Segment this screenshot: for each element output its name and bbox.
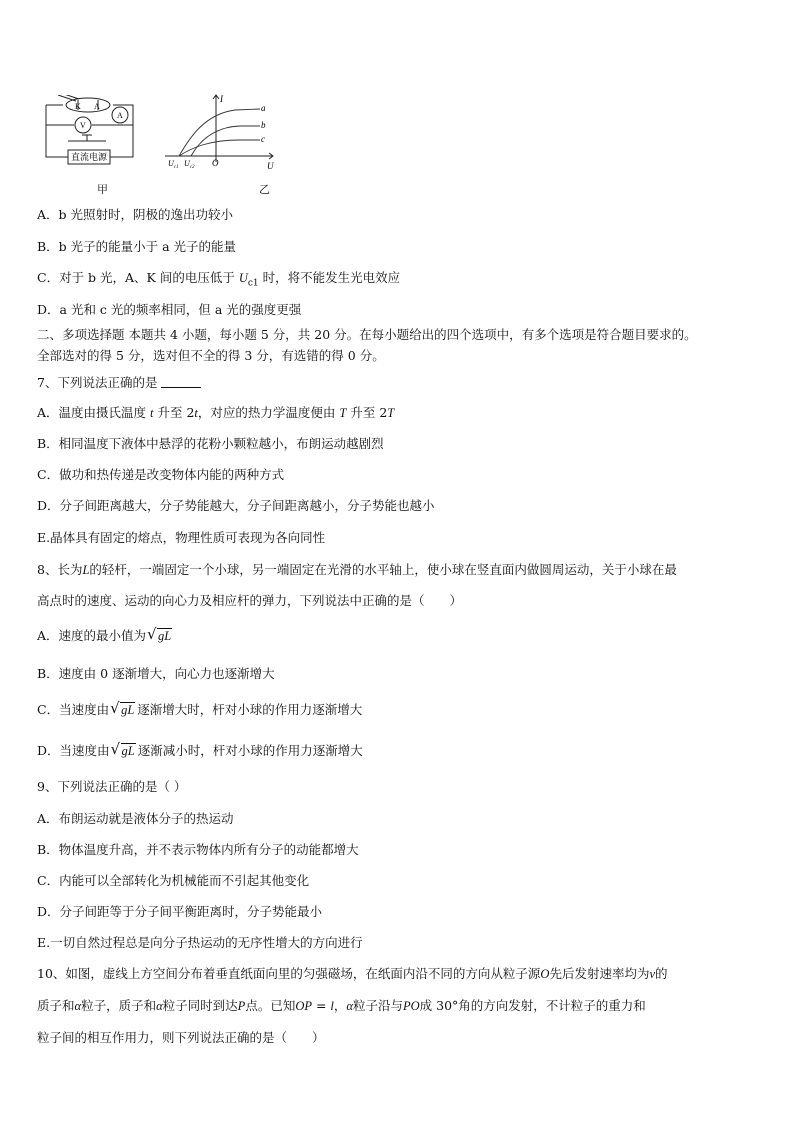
q10-stem-line2: 质子和α粒子，质子和α粒子同时到达P点。已知OP = l，α粒子沿与PO成 30°角的方向发射，不计粒子的重力和 xyxy=(37,998,646,1013)
q7-option-b: B．相同温度下液体中悬浮的花粉小颗粒越小，布朗运动越剧烈 xyxy=(37,436,384,451)
q7-option-a: A．温度由摄氏温度 t 升至 2t，对应的热力学温度便由 T 升至 2T xyxy=(37,405,395,420)
q7-stem: 7、下列说法正确的是 xyxy=(37,375,201,391)
q6-option-d: D．a 光和 c 光的频率相同，但 a 光的强度更强 xyxy=(37,302,302,317)
voltmeter-label: V xyxy=(80,121,86,130)
label-A-electrode: A xyxy=(94,102,100,111)
curve-b-label: b xyxy=(261,120,266,130)
q8-option-a: A．速度的最小值为√ gL xyxy=(37,628,174,644)
uc2-tick: $U_{c2}$ xyxy=(184,159,195,170)
curve-c xyxy=(179,140,260,156)
curve-c-label: c xyxy=(261,134,265,144)
circuit-diagram xyxy=(38,95,148,170)
q8-stem-line1: 8、长为L的轻杆，一端固定一个小球，另一端固定在光滑的水平轴上，使小球在竖直面内做圆周运动，关于小球在最 xyxy=(37,562,677,577)
q8-stem-line2: 高点时的速度、运动的向心力及相应杆的弹力，下列说法中正确的是（ ） xyxy=(37,593,463,608)
graph-xlabel: U xyxy=(267,161,274,171)
q8-option-b: B．速度由 0 逐渐增大，向心力也逐渐增大 xyxy=(37,666,275,681)
q6-option-c: C．对于 b 光，A、K 间的电压低于 $U_{c1}$ 时，将不能发生光电效应 xyxy=(37,270,401,289)
q8-option-d: D．当速度由√ gL 逐渐减小时，杆对小球的作用力逐渐增大 xyxy=(37,743,363,759)
q9-stem: 9、下列说法正确的是（ ） xyxy=(37,779,187,794)
q10-stem-line1: 10、如图，虚线上方空间分布着垂直纸面向里的匀强磁场，在纸面内沿不同的方向从粒子源O先后发射速率均为v的 xyxy=(37,966,668,981)
q9-option-a: A．布朗运动就是液体分子的热运动 xyxy=(37,811,234,826)
sqrt-gl: √ gL xyxy=(148,628,172,644)
graph-origin: O xyxy=(212,158,219,168)
figure-caption-jia: 甲 xyxy=(97,183,108,196)
q7-option-c: C．做功和热传递是改变物体内能的两种方式 xyxy=(37,467,285,482)
graph-ylabel: I xyxy=(220,94,223,104)
section2-heading-line1: 二、多项选择题 本题共 4 小题，每小题 5 分，共 20 分。在每小题给出的四个选项中，有多个选项是符合题目要求的。 xyxy=(37,327,697,342)
q9-option-e: E.一切自然过程总是向分子热运动的无序性增大的方向进行 xyxy=(37,935,363,950)
q6-option-a: A．b 光照射时，阴极的逸出功较小 xyxy=(37,207,234,222)
ammeter-label: A xyxy=(117,111,123,120)
power-source-label: 直流电源 xyxy=(71,152,108,162)
q9-option-d: D．分子间距等于分子间平衡距离时，分子势能最小 xyxy=(37,904,323,919)
q7-option-e: E.晶体具有固定的熔点，物理性质可表现为各向同性 xyxy=(37,530,326,545)
q8-option-c: C．当速度由√ gL 逐渐增大时，杆对小球的作用力逐渐增大 xyxy=(37,702,362,718)
figure-caption-yi: 乙 xyxy=(259,183,270,196)
section2-heading-line2: 全部选对的得 5 分，选对但不全的得 3 分，有选错的得 0 分。 xyxy=(37,348,385,363)
sqrt-gl: √ gL xyxy=(112,743,136,759)
label-K: K xyxy=(75,102,81,111)
q10-stem-line3: 粒子间的相互作用力，则下列说法正确的是（ ） xyxy=(37,1030,325,1045)
sqrt-gl: √ gL xyxy=(111,702,135,718)
answer-blank xyxy=(161,375,201,388)
q7-option-d: D．分子间距离越大，分子势能越大，分子间距离越小，分子势能也越小 xyxy=(37,498,435,513)
q9-option-c: C．内能可以全部转化为机械能而不引起其他变化 xyxy=(37,873,310,888)
q9-option-b: B．物体温度升高，并不表示物体内所有分子的动能都增大 xyxy=(37,842,359,857)
curve-a-label: a xyxy=(261,103,266,113)
uc1-tick: $U_{c1}$ xyxy=(168,159,179,170)
iu-graph xyxy=(165,92,280,172)
q6-option-b: B．b 光子的能量小于 a 光子的能量 xyxy=(37,239,237,254)
